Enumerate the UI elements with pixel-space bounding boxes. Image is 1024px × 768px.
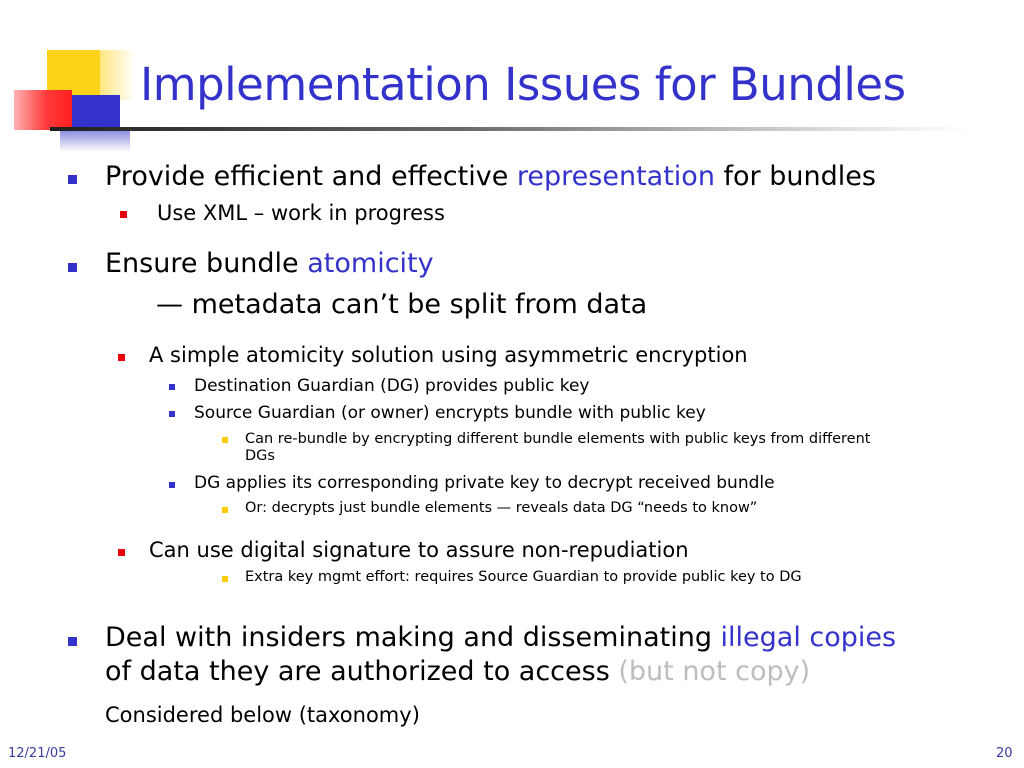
bullet-square-icon: [222, 576, 228, 582]
bullet-square-icon: [68, 263, 77, 272]
bullet-square-icon: [222, 507, 228, 513]
logo-red-square: [14, 90, 72, 130]
bullet-square-icon: [169, 411, 175, 417]
logo-yellow-fade: [100, 50, 135, 100]
detail-rebundle-line1: Can re-bundle by encrypting different bundle elements with public keys from different: [245, 431, 871, 447]
point-atomicity: Ensure bundle atomicity: [105, 248, 434, 279]
slide-title: Implementation Issues for Bundles: [140, 58, 906, 111]
title-underline: [50, 127, 970, 131]
item-source-guardian: Source Guardian (or owner) encrypts bundle with public key: [194, 403, 706, 423]
detail-key-mgmt: Extra key mgmt effort: requires Source Guardian to provide public key to DG: [245, 569, 802, 585]
logo-blue-fade: [60, 130, 130, 152]
item-destination-guardian: Destination Guardian (DG) provides public key: [194, 376, 590, 396]
slide-logo: [0, 0, 140, 160]
detail-rebundle-line2: DGs: [245, 448, 275, 464]
bullet-square-icon: [169, 482, 175, 488]
footer-date: 12/21/05: [8, 746, 67, 761]
subpoint-digital-signature: Can use digital signature to assure non-repudiation: [149, 538, 689, 562]
detail-decrypts-elements: Or: decrypts just bundle elements — reveals data DG “needs to know”: [245, 500, 758, 516]
point-insiders: Deal with insiders making and disseminating illegal copies: [105, 622, 897, 653]
subpoint-atomicity-solution: A simple atomicity solution using asymmetric encryption: [149, 343, 748, 367]
bullet-square-icon: [118, 354, 125, 361]
footer-page-number: 20: [996, 746, 1013, 761]
item-dg-private-key: DG applies its corresponding private key to decrypt received bundle: [194, 473, 775, 493]
point-atomicity-continuation: — metadata can’t be split from data: [156, 289, 648, 320]
subpoint-use-xml: Use XML – work in progress: [157, 201, 445, 225]
point-representation: Provide efficient and effective representation for bundles: [105, 161, 876, 192]
bullet-square-icon: [118, 549, 125, 556]
bullet-square-icon: [120, 211, 127, 218]
point-insiders-line2: of data they are authorized to access (but not copy): [105, 656, 811, 687]
bullet-square-icon: [68, 175, 77, 184]
bullet-square-icon: [68, 637, 77, 646]
bullet-square-icon: [222, 437, 228, 443]
bullet-square-icon: [169, 384, 175, 390]
note-considered-below: Considered below (taxonomy): [105, 703, 420, 727]
